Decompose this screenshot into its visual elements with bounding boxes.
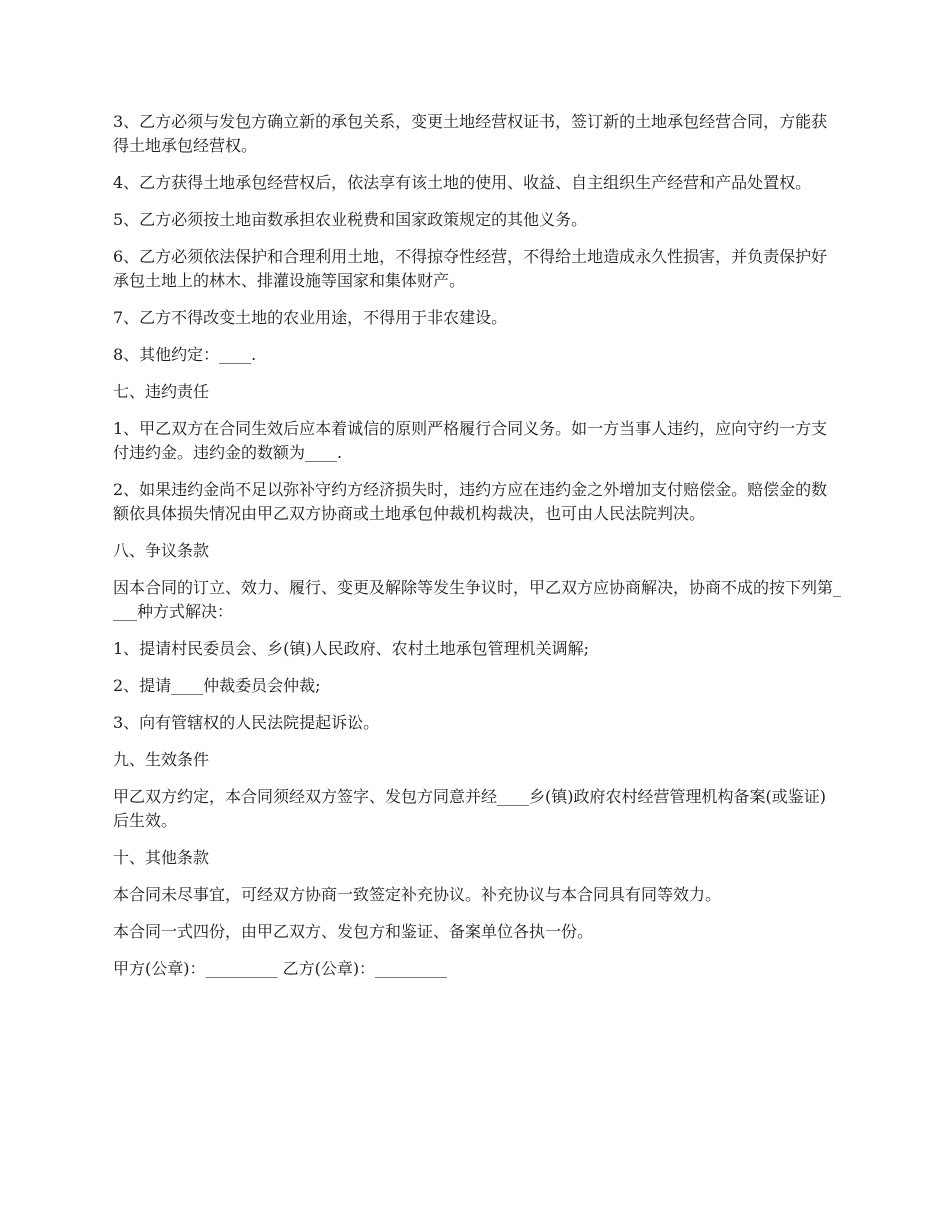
other-clause-2: 本合同一式四份，由甲乙双方、发包方和鉴证、备案单位各执一份。 (113, 922, 594, 941)
clause-5: 5、乙方必须按土地亩数承担农业税费和国家政策规定的其他义务。 (113, 210, 588, 229)
effect-clause: 甲乙双方约定，本合同须经双方签字、发包方同意并经____乡(镇)政府农村经营管理机构备案(或鉴证)后生效。 (113, 787, 826, 830)
section-heading-effect: 九、生效条件 (113, 750, 210, 769)
section-heading-breach: 七、违约责任 (113, 382, 210, 401)
clause-8: 8、其他约定：____. (113, 345, 257, 364)
clause-3: 3、乙方必须与发包方确立新的承包关系，变更土地经营权证书，签订新的土地承包经营合同，方能获得土地承包经营权。 (113, 112, 828, 155)
dispute-option-3: 3、向有管辖权的人民法院提起诉讼。 (113, 713, 380, 732)
clause-6: 6、乙方必须依法保护和合理利用土地，不得掠夺性经营，不得给土地造成永久性损害，并负责保护好承包土地上的林木、排灌设施等国家和集体财产。 (113, 247, 828, 290)
other-clause-1: 本合同未尽事宜，可经双方协商一致签定补充协议。补充协议与本合同具有同等效力。 (113, 885, 722, 904)
clause-7: 7、乙方不得改变土地的农业用途，不得用于非农建设。 (113, 308, 508, 327)
signature-line: 甲方(公章)：_________ 乙方(公章)：_________ (113, 959, 448, 978)
clause-4: 4、乙方获得土地承包经营权后，依法享有该土地的使用、收益、自主组织生产经营和产品处置权。 (113, 173, 812, 192)
breach-clause-1: 1、甲乙双方在合同生效后应本着诚信的原则严格履行合同义务。如一方当事人违约，应向守约一方支付违约金。违约金的数额为____. (113, 419, 828, 462)
dispute-option-1: 1、提请村民委员会、乡(镇)人民政府、农村土地承包管理机关调解; (113, 639, 590, 658)
section-heading-dispute: 八、争议条款 (113, 541, 210, 560)
document-body (113, 110, 841, 994)
breach-clause-2: 2、如果违约金尚不足以弥补守约方经济损失时，违约方应在违约金之外增加支付赔偿金。赔偿金的数额依具体损失情况由甲乙双方协商或土地承包仲裁机构裁决，也可由人民法院判决。 (113, 480, 828, 523)
dispute-intro: 因本合同的订立、效力、履行、变更及解除等发生争议时，甲乙双方应协商解决，协商不成的按下列第____种方式解决： (113, 578, 842, 621)
dispute-option-2: 2、提请____仲裁委员会仲裁; (113, 676, 321, 695)
section-heading-other: 十、其他条款 (113, 848, 210, 867)
